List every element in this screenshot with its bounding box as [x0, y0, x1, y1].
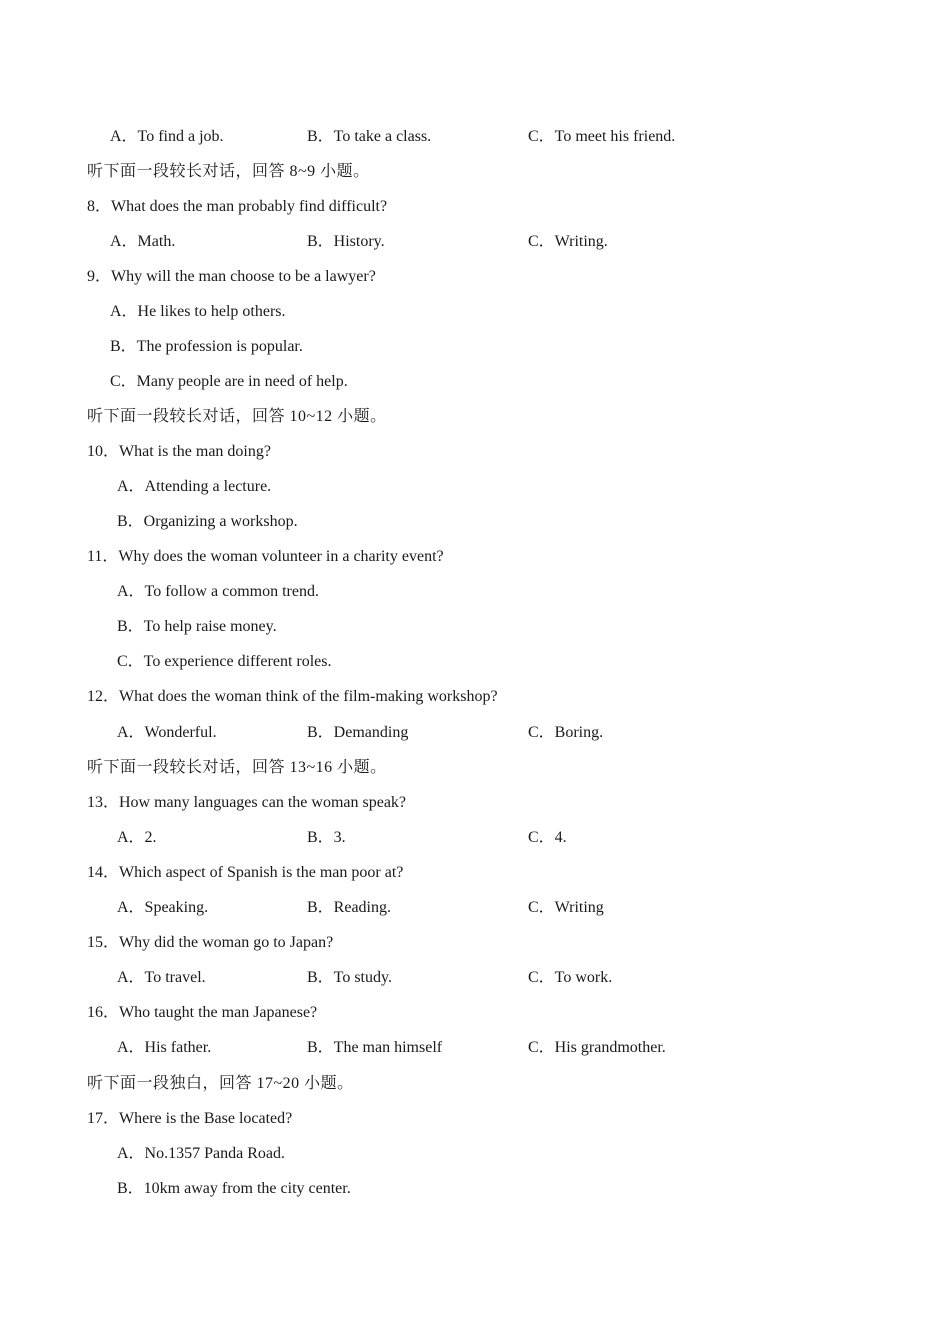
section-heading-10-12: 听下面一段较长对话，回答 10~12 小题。	[87, 408, 387, 425]
q12-option-c: C．Boring.	[528, 724, 604, 741]
q11-option-b: B．To help raise money.	[117, 618, 277, 635]
q10-stem: 10．What is the man doing?	[87, 443, 271, 460]
q16-option-c: C．His grandmother.	[528, 1039, 666, 1056]
q15-stem: 15．Why did the woman go to Japan?	[87, 934, 334, 951]
q12-stem: 12．What does the woman think of the film-making workshop?	[87, 688, 498, 705]
q12-option-b: B．Demanding	[307, 724, 409, 741]
q17-option-b: B．10km away from the city center.	[117, 1180, 351, 1197]
q9-option-b: B．The profession is popular.	[110, 338, 303, 355]
q14-stem: 14．Which aspect of Spanish is the man poor at?	[87, 864, 404, 881]
q14-option-a: A．Speaking.	[117, 899, 209, 916]
q7-option-a: A．To find a job.	[110, 128, 224, 145]
q11-option-a: A．To follow a common trend.	[117, 583, 319, 600]
q9-option-c: C．Many people are in need of help.	[110, 373, 348, 390]
q17-option-a: A．No.1357 Panda Road.	[117, 1145, 285, 1162]
q10-option-b: B．Organizing a workshop.	[117, 513, 298, 530]
q13-option-b: B．3.	[307, 829, 346, 846]
q9-stem: 9．Why will the man choose to be a lawyer?	[87, 268, 376, 285]
q12-option-a: A．Wonderful.	[117, 724, 217, 741]
q17-stem: 17．Where is the Base located?	[87, 1110, 293, 1127]
q13-option-a: A．2.	[117, 829, 157, 846]
q7-option-b: B．To take a class.	[307, 128, 432, 145]
section-heading-17-20: 听下面一段独白，回答 17~20 小题。	[87, 1075, 354, 1092]
q14-option-c: C．Writing	[528, 899, 604, 916]
q9-option-a: A．He likes to help others.	[110, 303, 286, 320]
q13-option-c: C．4.	[528, 829, 567, 846]
section-heading-13-16: 听下面一段较长对话，回答 13~16 小题。	[87, 759, 387, 776]
q15-option-c: C．To work.	[528, 969, 613, 986]
q16-stem: 16．Who taught the man Japanese?	[87, 1004, 318, 1021]
q11-stem: 11．Why does the woman volunteer in a charity event?	[87, 548, 444, 565]
q8-option-c: C．Writing.	[528, 233, 608, 250]
q16-option-b: B．The man himself	[307, 1039, 443, 1056]
section-heading-8-9: 听下面一段较长对话，回答 8~9 小题。	[87, 163, 370, 180]
q8-option-b: B．History.	[307, 233, 385, 250]
q14-option-b: B．Reading.	[307, 899, 391, 916]
q7-option-c: C．To meet his friend.	[528, 128, 676, 145]
q10-option-a: A．Attending a lecture.	[117, 478, 272, 495]
q15-option-b: B．To study.	[307, 969, 392, 986]
q8-stem: 8．What does the man probably find difficult?	[87, 198, 388, 215]
q16-option-a: A．His father.	[117, 1039, 212, 1056]
q13-stem: 13．How many languages can the woman speak?	[87, 794, 407, 811]
q8-option-a: A．Math.	[110, 233, 176, 250]
q15-option-a: A．To travel.	[117, 969, 206, 986]
q11-option-c: C．To experience different roles.	[117, 653, 332, 670]
